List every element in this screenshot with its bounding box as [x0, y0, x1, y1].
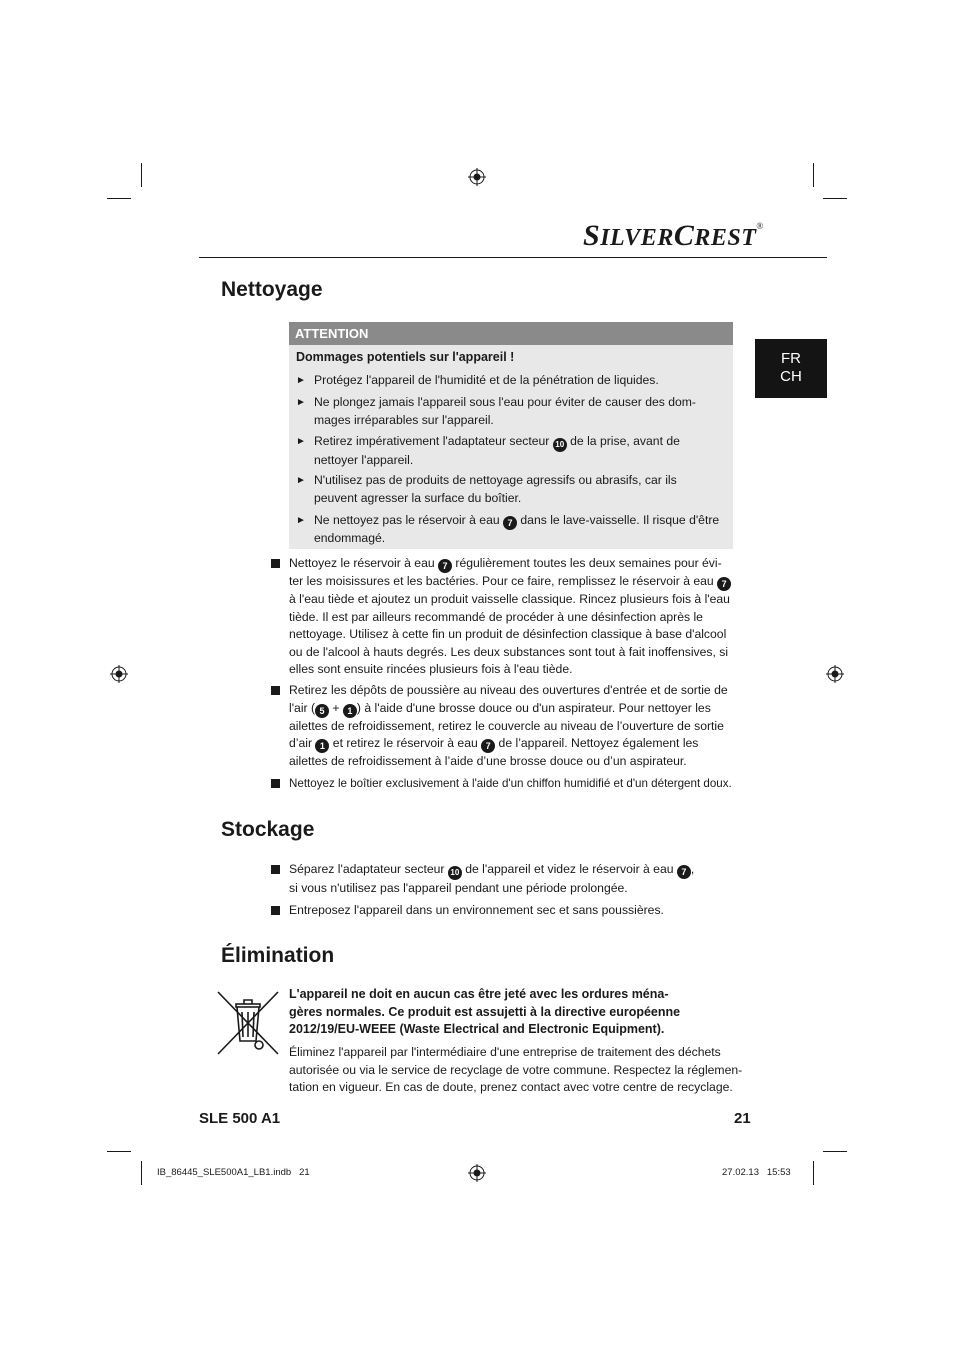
- crop-mark: [141, 1161, 142, 1185]
- language-tab: FR CH: [755, 339, 827, 398]
- weee-crossed-bin-icon: [216, 990, 280, 1056]
- square-bullet-icon: [271, 559, 280, 568]
- part-number-badge: 1: [343, 704, 357, 718]
- part-number-badge: 10: [448, 866, 462, 880]
- header-rule: [199, 257, 827, 258]
- attention-label: ATTENTION: [289, 322, 733, 345]
- section-title-nettoyage: Nettoyage: [221, 278, 323, 301]
- footer-model: SLE 500 A1: [199, 1110, 281, 1127]
- registration-mark-icon: [826, 665, 844, 683]
- part-number-badge: 7: [481, 739, 495, 753]
- part-number-badge: 7: [503, 516, 517, 530]
- part-number-badge: 7: [677, 865, 691, 879]
- registration-mark-icon: [468, 1164, 486, 1182]
- square-bullet-icon: [271, 906, 280, 915]
- elimination-warning: L'appareil ne doit en aucun cas être jeté avec les ordures ména- gères normales. Ce produit est assujetti à la directive européenne 2012/19/EU-WEEE (Waste Electrical and Electronic Equipment).: [289, 987, 681, 1036]
- crop-mark: [107, 1151, 131, 1152]
- part-number-badge: 5: [315, 704, 329, 718]
- brand-logo: SILVERCREST®: [583, 219, 764, 252]
- attention-box: ATTENTION Dommages potentiels sur l'appareil ! ► Protégez l'appareil de l'humidité et de la pénétration de liquides. ► Ne plongez jamais l'appareil sous l'eau pour éviter de causer des dom- mages irréparables sur l'appareil. ► Retirez impérativement l'adaptateur secteur 10 de la prise, avant de nettoyer l'appareil. ► N'utilisez pas de produits de nettoyage agressifs ou abrasifs, car ils peuvent agresser la surface du boîtier. ► Ne nettoyez pas le réservoir à eau 7 dans le lave-vaisselle. Il risque d'être endommagé.: [289, 322, 733, 549]
- square-bullet-icon: [271, 779, 280, 788]
- crop-mark: [823, 1151, 847, 1152]
- arrow-bullet-icon: ►: [296, 515, 306, 526]
- elimination-text: Éliminez l'appareil par l'intermédiaire d'une entreprise de traitement des déchets autorisée ou via le service de recyclage de votre commune. Respectez la réglemen- tation en vigueur. En cas de doute, prenez contact avec votre centre de recyclage.: [289, 1045, 743, 1094]
- crop-mark: [107, 198, 131, 199]
- attention-subtitle: Dommages potentiels sur l'appareil !: [296, 350, 515, 364]
- part-number-badge: 10: [553, 438, 567, 452]
- footer-filename: IB_86445_SLE500A1_LB1.indb 21: [157, 1167, 310, 1178]
- page-number: 21: [734, 1110, 751, 1127]
- registration-mark-icon: [110, 665, 128, 683]
- crop-mark: [141, 163, 142, 187]
- arrow-bullet-icon: ►: [296, 397, 306, 408]
- part-number-badge: 7: [717, 577, 731, 591]
- arrow-bullet-icon: ►: [296, 475, 306, 486]
- registration-mark-icon: [468, 168, 486, 186]
- square-bullet-icon: [271, 686, 280, 695]
- arrow-bullet-icon: ►: [296, 375, 306, 386]
- crop-mark: [813, 1161, 814, 1185]
- section-title-elimination: Élimination: [221, 944, 335, 967]
- crop-mark: [813, 163, 814, 187]
- square-bullet-icon: [271, 865, 280, 874]
- crop-mark: [823, 198, 847, 199]
- section-title-stockage: Stockage: [221, 818, 315, 841]
- part-number-badge: 7: [438, 559, 452, 573]
- part-number-badge: 1: [315, 739, 329, 753]
- footer-datetime: 27.02.13 15:53: [722, 1167, 791, 1178]
- arrow-bullet-icon: ►: [296, 436, 306, 447]
